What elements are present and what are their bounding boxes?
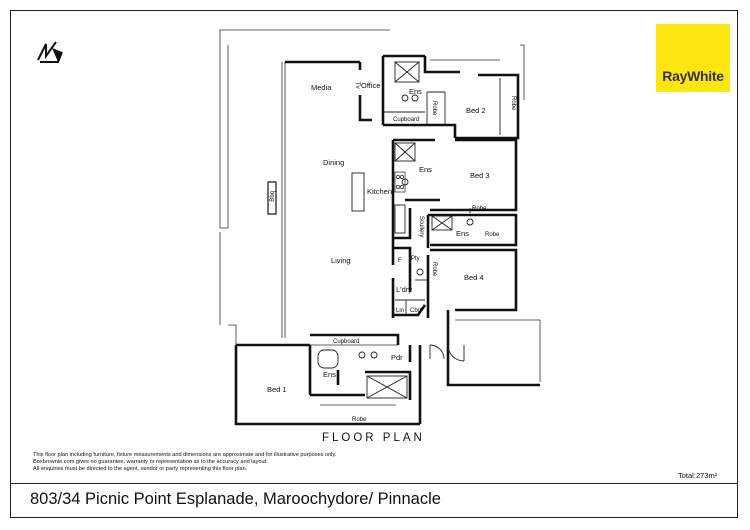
room-ens-bed1: Ens [323,370,336,379]
total-area [678,471,717,480]
room-ens-top: Ens [409,87,422,96]
room-pantry: Pty [411,256,420,262]
room-cbd: Cbd [410,308,422,314]
room-tv: Tv [354,82,360,89]
total-area-value: 273m² [695,471,718,480]
room-robe-bed4-a: Robe [485,232,500,238]
stove-icon [395,172,405,192]
room-bed1: Bed 1 [267,385,287,394]
room-scullery: Scullery [418,216,424,238]
room-robe-bed2-a: Robe [431,101,437,116]
room-bed4: Bed 4 [464,273,484,282]
room-living: Living [331,256,351,265]
disclaimer-line: Boxbrownie.com gives no guarantee, warranty or representation as to the accuracy and layout. [33,459,268,465]
room-office: Office [361,81,381,90]
plan-title: FLOOR PLAN [322,432,425,444]
disclaimer-line: All enquiries must be directed to the agent, vendor or party representing this floor plan. [33,466,248,472]
room-kitchen: Kitchen [367,187,393,196]
room-cupboard-top: Cupboard [393,117,420,123]
room-robe-bed4-b: Robe [431,262,437,277]
room-fridge: F [398,258,402,264]
disclaimer-line: This floor plan including furniture, fixture measurements and dimensions are approximate and for illustrative purposes only. [33,452,337,458]
room-robe-bed3: Robe [472,206,487,212]
room-bbq: Bbq [270,191,276,202]
room-ens-bed4: Ens [456,229,469,238]
brand-name: RayWhite [662,68,724,84]
room-dining: Dining [323,158,345,167]
property-address: 803/34 Picnic Point Esplanade, Maroochydore/ Pinnacle [30,490,441,508]
room-robe-bed1: Robe [352,417,367,423]
room-bed3: Bed 3 [470,171,490,180]
room-linen: Lin [396,308,405,314]
room-robe-bed2-b: Robe [510,96,516,111]
total-area-label: Total: [678,471,696,480]
room-laundry: L'dry [396,285,413,294]
room-ens-mid: Ens [419,165,432,174]
disclaimer [33,452,453,473]
room-media: Media [311,83,332,92]
room-cupboard-bottom: Cupboard [333,339,360,345]
room-bed2: Bed 2 [466,106,486,115]
room-powder: Pdr [391,353,403,362]
